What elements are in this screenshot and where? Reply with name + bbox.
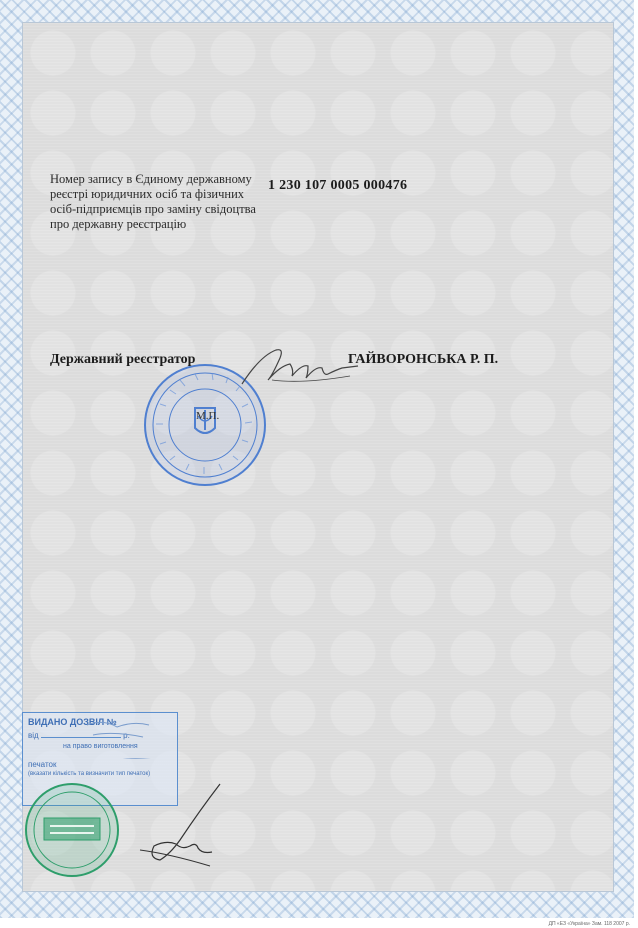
record-number-value: 1 230 107 0005 000476 <box>268 178 408 193</box>
stamp-place-mark: М.П. <box>196 410 220 422</box>
registrar-signature-icon <box>232 336 362 396</box>
permit-signature-icon <box>120 780 230 880</box>
permit-stamp-purpose: на право виготовлення <box>63 743 138 750</box>
permit-stamp-seals: печаток <box>28 760 57 769</box>
permit-stamp-date: від р. <box>28 731 130 740</box>
printer-footer: ДП «ЕЗ «Україна» Зам. 118 2007 р. <box>548 921 630 927</box>
handwriting-icon <box>83 715 173 759</box>
permit-stamp-note: (вказати кількість та визначити тип печаток) <box>28 771 151 777</box>
registrar-name: ГАЙВОРОНСЬКА Р. П. <box>348 352 499 367</box>
permit-stamp-title: ВИДАНО ДОЗВІЛ № <box>28 717 117 727</box>
record-number-label: Номер запису в Єдиному державному реєстрі юридичних осіб та фізичних осіб-підприємців про заміну свідоцтва про державну реєстрацію <box>50 172 256 231</box>
registrar-label: Державний реєстратор <box>50 352 196 367</box>
